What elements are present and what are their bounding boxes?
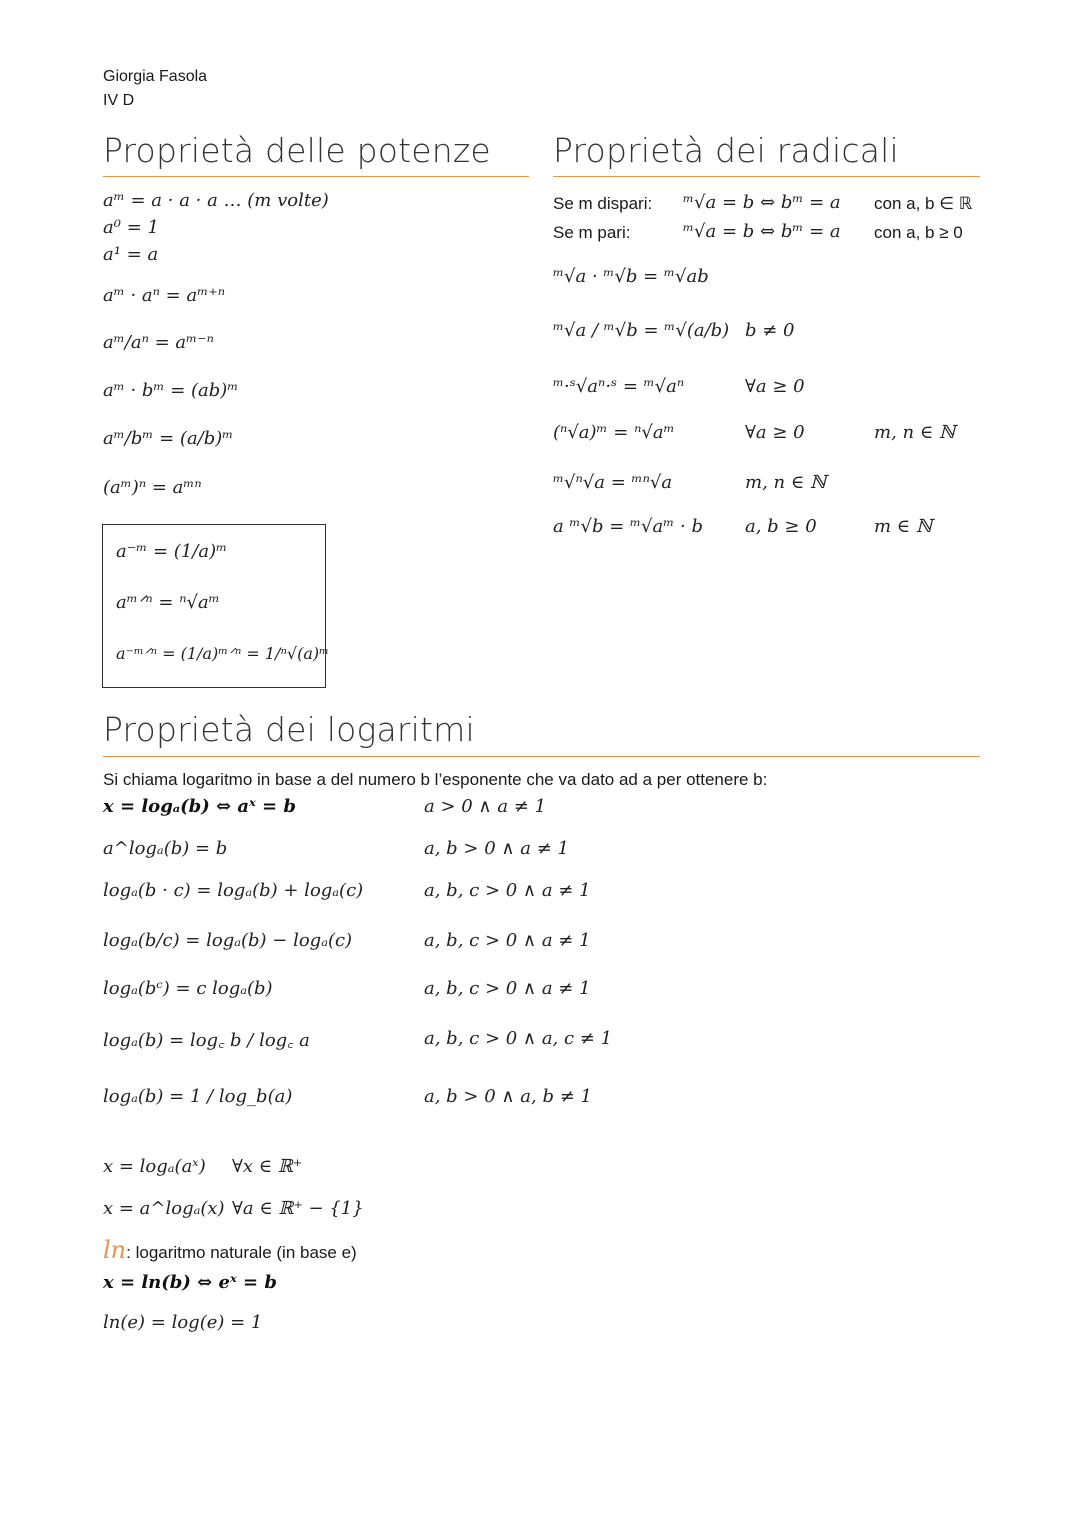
- logaritmi-formula-4: logₐ(b) = log꜀ b / log꜀ a: [103, 1030, 310, 1051]
- section-rule-potenze: [103, 176, 529, 177]
- logaritmi-formula-5: logₐ(b) = 1 / log_b(a): [103, 1086, 293, 1107]
- ln-formula: x = ln(b) ⇔ eˣ = b: [103, 1272, 277, 1293]
- logaritmi-cond-3: a, b, c > 0 ∧ a ≠ 1: [424, 978, 591, 999]
- radicali-case-0-label: Se m dispari:: [553, 194, 653, 213]
- logaritmi-intro: Si chiama logaritmo in base a del numero b l’esponente che va dato ad a per ottenere b:: [103, 770, 768, 789]
- logaritmi-definition: x = logₐ(b) ⇔ aˣ = b: [103, 796, 296, 817]
- radicali-case-0-cond: con a, b ∈ ℝ: [874, 194, 973, 213]
- radicali-formula-0: ᵐ√a · ᵐ√b = ᵐ√ab: [553, 266, 709, 287]
- logaritmi-formula-2: logₐ(b/c) = logₐ(b) − logₐ(c): [103, 930, 353, 951]
- radicali-case-0-formula: ᵐ√a = b ⇔ bᵐ = a: [683, 192, 841, 213]
- logaritmi-formula-0: a^logₐ(b) = b: [103, 838, 228, 859]
- section-rule-logaritmi: [103, 756, 980, 757]
- formula-potenze-7: (aᵐ)ⁿ = aᵐⁿ: [103, 477, 202, 498]
- boxed-formula-2: a⁻ᵐᐟⁿ = (1/a)ᵐᐟⁿ = 1/ⁿ√(a)ᵐ: [116, 644, 329, 663]
- logaritmi-identity-0: x = logₐ(aˣ): [103, 1156, 206, 1177]
- radicali-case-1-formula: ᵐ√a = b ⇔ bᵐ = a: [683, 221, 841, 242]
- radicali-cond-3b: m, n ∈ ℕ: [874, 422, 956, 443]
- author-class: IV D: [103, 92, 135, 109]
- radicali-cond-2: ∀a ≥ 0: [745, 376, 805, 397]
- section-rule-radicali: [553, 176, 980, 177]
- radicali-case-1-label: Se m pari:: [553, 223, 631, 242]
- boxed-formula-1: aᵐᐟⁿ = ⁿ√aᵐ: [116, 592, 220, 613]
- logaritmi-cond-0: a, b > 0 ∧ a ≠ 1: [424, 838, 570, 859]
- radicali-cond-5: a, b ≥ 0: [745, 516, 817, 537]
- formula-potenze-4: aᵐ/aⁿ = aᵐ⁻ⁿ: [103, 332, 214, 353]
- logaritmi-identity-1-cond: ∀a ∈ ℝ⁺ − {1}: [232, 1198, 364, 1219]
- logaritmi-cond-2: a, b, c > 0 ∧ a ≠ 1: [424, 930, 591, 951]
- logaritmi-cond-5: a, b > 0 ∧ a, b ≠ 1: [424, 1086, 592, 1107]
- radicali-cond-1: b ≠ 0: [745, 320, 795, 341]
- logaritmi-cond-4: a, b, c > 0 ∧ a, c ≠ 1: [424, 1028, 613, 1049]
- radicali-formula-5: a ᵐ√b = ᵐ√aᵐ · b: [553, 516, 703, 537]
- radicali-formula-1: ᵐ√a / ᵐ√b = ᵐ√(a/b): [553, 320, 730, 341]
- formula-potenze-2: a¹ = a: [103, 244, 159, 265]
- formula-potenze-5: aᵐ · bᵐ = (ab)ᵐ: [103, 380, 239, 401]
- radicali-case-1-cond: con a, b ≥ 0: [874, 223, 963, 242]
- logaritmi-identity-0-cond: ∀x ∈ ℝ⁺: [232, 1156, 303, 1177]
- radicali-cond-4: m, n ∈ ℕ: [745, 472, 827, 493]
- section-title-potenze: Proprietà delle potenze: [103, 131, 491, 170]
- radicali-formula-3: (ⁿ√a)ᵐ = ⁿ√aᵐ: [553, 422, 675, 443]
- ln-definition-line: [103, 1236, 357, 1264]
- author-name: Giorgia Fasola: [103, 68, 208, 85]
- boxed-formula-0: a⁻ᵐ = (1/a)ᵐ: [116, 541, 228, 562]
- logaritmi-cond-1: a, b, c > 0 ∧ a ≠ 1: [424, 880, 591, 901]
- radicali-cond-3: ∀a ≥ 0: [745, 422, 805, 443]
- section-title-logaritmi: Proprietà dei logaritmi: [103, 710, 475, 749]
- formula-potenze-3: aᵐ · aⁿ = aᵐ⁺ⁿ: [103, 285, 226, 306]
- radicali-formula-2: ᵐ·ˢ√aⁿ·ˢ = ᵐ√aⁿ: [553, 376, 685, 397]
- radicali-cond-5b: m ∈ ℕ: [874, 516, 933, 537]
- radicali-formula-4: ᵐ√ⁿ√a = ᵐⁿ√a: [553, 472, 673, 493]
- ln-identity: ln(e) = log(e) = 1: [103, 1312, 263, 1333]
- logaritmi-formula-3: logₐ(bᶜ) = c logₐ(b): [103, 978, 273, 999]
- section-title-radicali: Proprietà dei radicali: [553, 131, 899, 170]
- formula-potenze-1: a⁰ = 1: [103, 217, 159, 238]
- logaritmi-definition-cond: a > 0 ∧ a ≠ 1: [424, 796, 547, 817]
- ln-definition: : logaritmo naturale (in base e): [126, 1243, 357, 1262]
- formula-potenze-0: aᵐ = a · a · a … (m volte): [103, 190, 329, 211]
- ln-symbol: ln: [103, 1236, 127, 1264]
- formula-potenze-6: aᵐ/bᵐ = (a/b)ᵐ: [103, 428, 234, 449]
- logaritmi-formula-1: logₐ(b · c) = logₐ(b) + logₐ(c): [103, 880, 364, 901]
- logaritmi-identity-1: x = a^logₐ(x): [103, 1198, 225, 1219]
